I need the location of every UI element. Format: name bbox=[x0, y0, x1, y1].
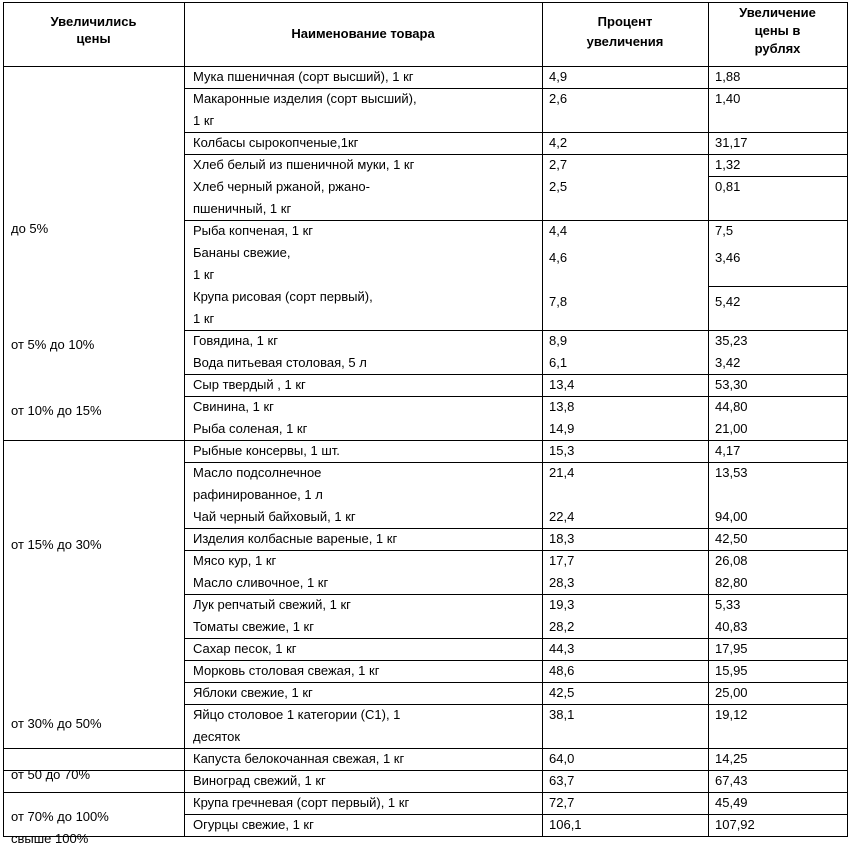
grid-line bbox=[184, 396, 848, 397]
item-percent: 28,3 bbox=[549, 575, 575, 590]
item-name: Говядина, 1 кг bbox=[193, 333, 278, 348]
item-rubles: 14,25 bbox=[715, 751, 748, 766]
grid-line bbox=[3, 66, 848, 67]
item-rubles: 15,95 bbox=[715, 663, 748, 678]
grid-line bbox=[708, 286, 848, 287]
item-percent: 28,2 bbox=[549, 619, 575, 634]
item-rubles: 4,17 bbox=[715, 443, 741, 458]
item-name: Сыр твердый , 1 кг bbox=[193, 377, 306, 392]
item-percent: 4,6 bbox=[549, 250, 568, 265]
grid-line bbox=[184, 132, 848, 133]
header-group: цены bbox=[76, 31, 111, 46]
item-rubles: 53,30 bbox=[715, 377, 748, 392]
item-percent: 4,2 bbox=[549, 135, 568, 150]
item-rubles: 107,92 bbox=[715, 817, 755, 832]
header-rubles: цены в bbox=[754, 23, 801, 38]
item-percent: 17,7 bbox=[549, 553, 575, 568]
item-name: 1 кг bbox=[193, 113, 215, 128]
item-name: Капуста белокочанная свежая, 1 кг bbox=[193, 751, 405, 766]
grid-line bbox=[184, 682, 848, 683]
item-percent: 72,7 bbox=[549, 795, 575, 810]
item-percent: 13,8 bbox=[549, 399, 575, 414]
group-label: от 30% до 50% bbox=[11, 716, 102, 731]
item-name: 1 кг bbox=[193, 267, 215, 282]
item-name: Крупа рисовая (сорт первый), bbox=[193, 289, 373, 304]
header-percent: увеличения bbox=[586, 34, 664, 49]
grid-line bbox=[3, 2, 4, 837]
item-rubles: 25,00 bbox=[715, 685, 748, 700]
item-rubles: 44,80 bbox=[715, 399, 748, 414]
item-rubles: 13,53 bbox=[715, 465, 748, 480]
grid-line bbox=[3, 2, 848, 3]
item-name: Хлеб черный ржаной, ржано- bbox=[193, 179, 370, 194]
item-name: Томаты свежие, 1 кг bbox=[193, 619, 314, 634]
grid-line bbox=[184, 88, 848, 89]
grid-line bbox=[184, 792, 848, 793]
item-percent: 64,0 bbox=[549, 751, 575, 766]
item-name: рафинированное, 1 л bbox=[193, 487, 323, 502]
item-percent: 2,7 bbox=[549, 157, 568, 172]
item-percent: 7,8 bbox=[549, 294, 568, 309]
grid-line bbox=[184, 704, 848, 705]
header-rubles: рублях bbox=[754, 41, 801, 56]
grid-line bbox=[184, 330, 848, 331]
item-name: Рыба копченая, 1 кг bbox=[193, 223, 314, 238]
group-label: свыше 100% bbox=[11, 831, 89, 846]
item-rubles: 7,5 bbox=[715, 223, 734, 238]
item-rubles: 67,43 bbox=[715, 773, 748, 788]
group-label: до 5% bbox=[11, 221, 49, 236]
grid-line bbox=[542, 2, 543, 837]
item-name: Мука пшеничная (сорт высший), 1 кг bbox=[193, 69, 414, 84]
item-name: Бананы свежие, bbox=[193, 245, 291, 260]
group-label: от 15% до 30% bbox=[11, 537, 102, 552]
grid-line bbox=[708, 176, 848, 177]
item-name: Яйцо столовое 1 категории (С1), 1 bbox=[193, 707, 401, 722]
item-rubles: 26,08 bbox=[715, 553, 748, 568]
grid-line bbox=[184, 374, 848, 375]
item-rubles: 5,42 bbox=[715, 294, 741, 309]
item-rubles: 21,00 bbox=[715, 421, 748, 436]
grid-line bbox=[184, 638, 848, 639]
grid-line bbox=[184, 550, 848, 551]
item-percent: 15,3 bbox=[549, 443, 575, 458]
item-name: Изделия колбасные вареные, 1 кг bbox=[193, 531, 398, 546]
item-percent: 4,4 bbox=[549, 223, 568, 238]
item-rubles: 94,00 bbox=[715, 509, 748, 524]
item-name: Хлеб белый из пшеничной муки, 1 кг bbox=[193, 157, 415, 172]
item-rubles: 1,32 bbox=[715, 157, 741, 172]
grid-line bbox=[184, 154, 848, 155]
item-percent: 106,1 bbox=[549, 817, 582, 832]
item-name: 1 кг bbox=[193, 311, 215, 326]
item-rubles: 0,81 bbox=[715, 179, 741, 194]
item-name: Масло сливочное, 1 кг bbox=[193, 575, 329, 590]
header-rubles: Увеличение bbox=[739, 5, 816, 20]
item-percent: 2,5 bbox=[549, 179, 568, 194]
item-percent: 4,9 bbox=[549, 69, 568, 84]
item-percent: 42,5 bbox=[549, 685, 575, 700]
grid-line bbox=[184, 814, 848, 815]
item-percent: 14,9 bbox=[549, 421, 575, 436]
grid-line bbox=[3, 836, 848, 837]
item-percent: 22,4 bbox=[549, 509, 575, 524]
header-name: Наименование товара bbox=[291, 26, 435, 41]
item-rubles: 1,88 bbox=[715, 69, 741, 84]
group-label: от 70% до 100% bbox=[11, 809, 109, 824]
item-name: Свинина, 1 кг bbox=[193, 399, 274, 414]
item-percent: 63,7 bbox=[549, 773, 575, 788]
grid-line bbox=[184, 748, 848, 749]
item-rubles: 82,80 bbox=[715, 575, 748, 590]
item-rubles: 35,23 bbox=[715, 333, 748, 348]
item-percent: 48,6 bbox=[549, 663, 575, 678]
item-percent: 21,4 bbox=[549, 465, 575, 480]
item-name: Морковь столовая свежая, 1 кг bbox=[193, 663, 380, 678]
item-rubles: 31,17 bbox=[715, 135, 748, 150]
item-name: Яблоки свежие, 1 кг bbox=[193, 685, 313, 700]
item-name: Масло подсолнечное bbox=[193, 465, 322, 480]
group-label: от 10% до 15% bbox=[11, 403, 102, 418]
grid-line bbox=[184, 220, 848, 221]
item-name: Огурцы свежие, 1 кг bbox=[193, 817, 314, 832]
item-name: Крупа гречневая (сорт первый), 1 кг bbox=[193, 795, 410, 810]
group-label: от 50 до 70% bbox=[11, 767, 91, 782]
grid-line bbox=[3, 792, 185, 793]
item-rubles: 19,12 bbox=[715, 707, 748, 722]
item-percent: 6,1 bbox=[549, 355, 568, 370]
item-rubles: 40,83 bbox=[715, 619, 748, 634]
item-percent: 2,6 bbox=[549, 91, 568, 106]
grid-line bbox=[3, 440, 185, 441]
item-rubles: 5,33 bbox=[715, 597, 741, 612]
item-percent: 18,3 bbox=[549, 531, 575, 546]
grid-line bbox=[184, 2, 185, 837]
grid-line bbox=[184, 440, 848, 441]
grid-line bbox=[184, 594, 848, 595]
grid-line bbox=[3, 748, 185, 749]
item-rubles: 3,46 bbox=[715, 250, 741, 265]
item-name: Макаронные изделия (сорт высший), bbox=[193, 91, 417, 106]
item-name: Сахар песок, 1 кг bbox=[193, 641, 297, 656]
item-percent: 38,1 bbox=[549, 707, 575, 722]
item-percent: 13,4 bbox=[549, 377, 575, 392]
item-name: Виноград свежий, 1 кг bbox=[193, 773, 326, 788]
group-label: от 5% до 10% bbox=[11, 337, 95, 352]
grid-line bbox=[184, 528, 848, 529]
grid-line bbox=[184, 462, 848, 463]
header-group: Увеличились bbox=[50, 14, 137, 29]
item-rubles: 3,42 bbox=[715, 355, 741, 370]
item-name: Лук репчатый свежий, 1 кг bbox=[193, 597, 351, 612]
item-percent: 8,9 bbox=[549, 333, 568, 348]
item-name: пшеничный, 1 кг bbox=[193, 201, 292, 216]
item-rubles: 17,95 bbox=[715, 641, 748, 656]
item-name: Рыба соленая, 1 кг bbox=[193, 421, 308, 436]
item-name: десяток bbox=[193, 729, 241, 744]
grid-line bbox=[184, 660, 848, 661]
item-percent: 19,3 bbox=[549, 597, 575, 612]
item-name: Чай черный байховый, 1 кг bbox=[193, 509, 356, 524]
item-name: Мясо кур, 1 кг bbox=[193, 553, 277, 568]
grid-line bbox=[184, 770, 848, 771]
grid-line bbox=[847, 2, 848, 837]
item-rubles: 42,50 bbox=[715, 531, 748, 546]
header-percent: Процент bbox=[597, 14, 653, 29]
grid-line bbox=[708, 2, 709, 837]
item-rubles: 1,40 bbox=[715, 91, 741, 106]
item-name: Рыбные консервы, 1 шт. bbox=[193, 443, 340, 458]
item-name: Колбасы сырокопченые,1кг bbox=[193, 135, 359, 150]
item-name: Вода питьевая столовая, 5 л bbox=[193, 355, 367, 370]
item-rubles: 45,49 bbox=[715, 795, 748, 810]
item-percent: 44,3 bbox=[549, 641, 575, 656]
